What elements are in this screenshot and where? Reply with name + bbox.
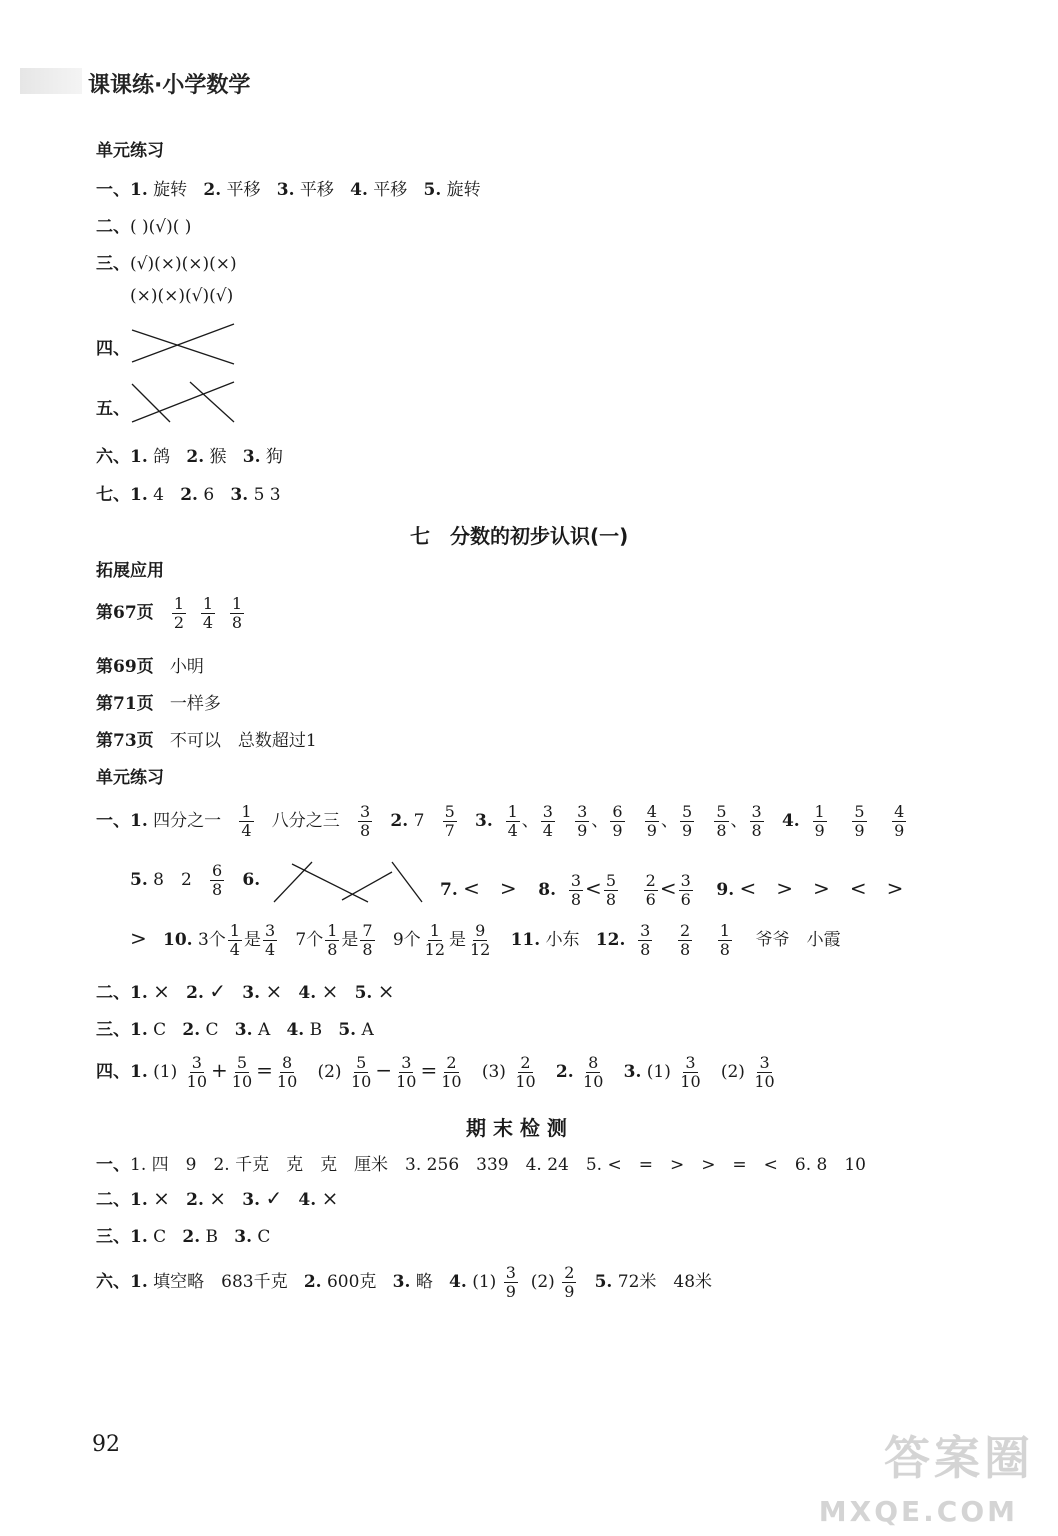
fraction: $\frac{3}{10}$: [680, 1053, 701, 1091]
fraction: $\frac{3}{4}$: [542, 802, 553, 840]
answer-row-2: 二、( )(√)( ): [96, 217, 192, 237]
answer-row-7: 七、1. 4 2. 6 3. 5 3: [96, 485, 281, 505]
matching-lines-5: [130, 378, 240, 426]
fraction: $\frac{8}{10}$: [276, 1053, 298, 1091]
ch7-answer-row-3: 三、1. C 2. C 3. A 4. B 5. A: [96, 1020, 374, 1040]
page-67-answer: 第67页 $\frac{1}{2}$ $\frac{1}{4}$ $\frac{1}{8}$: [96, 594, 243, 632]
final-answer-row-1: 一、1. 四 9 2. 千克 克 克 厘米 3. 256 339 4. 24 5. < = > > = < 6. 8 10: [96, 1155, 866, 1175]
fraction: $\frac{2}{10}$: [441, 1053, 462, 1091]
fraction: $\frac{3}{10}$: [754, 1053, 775, 1091]
fraction: $\frac{4}{9}$: [646, 802, 657, 840]
ch7-answer-row-1-line-3: > 10. 3个 $\frac{1}{4}$ 是 $\frac{3}{4}$ 7个 $\frac{1}{8}$ 是 $\frac{7}{8}$ 9个 $\frac{1}{12}$ 是 $\frac{9}{12}$ 11. 小东 12. $\frac{3}{8}$ $\frac{2}{8}$ $\frac{1}{8}$ 爷爷 小霞: [130, 921, 841, 959]
fraction: $\frac{3}{9}$: [577, 802, 588, 840]
fraction: $\frac{5}{9}$: [854, 802, 865, 840]
fraction: $\frac{4}{9}$: [894, 802, 905, 840]
section-heading-unit-practice-2: 单元练习: [96, 768, 164, 788]
answer-row-4-label: 四、: [96, 339, 130, 359]
fraction: $\frac{3}{8}$: [570, 871, 582, 909]
final-answer-row-3: 三、1. C 2. B 3. C: [96, 1227, 271, 1247]
fraction: $\frac{5}{9}$: [681, 802, 693, 840]
final-answer-row-2: 二、1. × 2. × 3. ✓ 4. ×: [96, 1186, 339, 1210]
fraction: $\frac{1}{2}$: [173, 594, 185, 632]
fraction: $\frac{1}{4}$: [241, 802, 252, 840]
matching-lines-4: [130, 320, 240, 368]
fraction: $\frac{1}{4}$: [202, 594, 214, 632]
answer-row-3-second: (×)(×)(√)(√): [130, 286, 234, 306]
fraction: $\frac{1}{4}$: [229, 921, 240, 959]
fraction: $\frac{5}{7}$: [444, 802, 455, 840]
ch7-answer-row-4: 四、1. (1) $\frac{3}{10}$ + $\frac{5}{10}$ = $\frac{8}{10}$ (2) $\frac{5}{10}$ − $\frac{3}{10}$ = $\frac{2}{10}$ (3) $\frac{2}{10}$ 2. $\frac{8}{10}$ 3. (1) $\frac{3}{10}$ (2) $\frac{3}{10}$: [96, 1053, 775, 1091]
answer-row-1: 一、1. 旋转 2. 平移 3. 平移 4. 平移 5. 旋转: [96, 180, 481, 200]
fraction: $\frac{1}{8}$: [719, 921, 730, 959]
fraction: $\frac{3}{6}$: [680, 871, 691, 909]
fraction: $\frac{5}{8}$: [605, 871, 616, 909]
fraction: $\frac{8}{10}$: [583, 1053, 604, 1091]
section-heading-unit-practice: 单元练习: [96, 141, 164, 161]
fraction: $\frac{1}{12}$: [424, 921, 445, 959]
book-title: 课课练·小学数学: [88, 73, 251, 98]
page-69-answer: 第69页 小明: [96, 657, 204, 677]
fraction: $\frac{7}{8}$: [362, 921, 373, 959]
fraction: $\frac{3}{8}$: [751, 802, 762, 840]
page-number: 92: [92, 1432, 120, 1457]
ch7-answer-row-1-line-1: 一、1. 四分之一 $\frac{1}{4}$ 八分之三 $\frac{3}{8}$ 2. 7 $\frac{5}{7}$ 3. $\frac{1}{4}$ 、 $\frac{3}{4}$ $\frac{3}{9}$ 、 $\frac{6}{9}$ $\frac{4}{9}$ 、 $\frac{5}{9}$ $\frac{5}{8}$ 、 $\frac{3}{8}$ 4. $\frac{1}{9}$ $\frac{5}{9}$ $\frac{4}{9}$: [96, 802, 905, 840]
fraction: $\frac{3}{8}$: [640, 921, 651, 959]
page-73-answer: 第73页 不可以 总数超过1: [96, 731, 317, 751]
fraction: $\frac{2}{9}$: [564, 1263, 575, 1301]
final-answer-row-6: 六、1. 填空略 683千克 2. 600克 3. 略 4. (1) $\frac{3}{9}$ (2) $\frac{2}{9}$ 5. 72米 48米: [96, 1263, 713, 1301]
fraction: $\frac{3}{9}$: [505, 1263, 516, 1301]
fraction: $\frac{3}{10}$: [186, 1053, 208, 1091]
ch7-answer-row-2: 二、1. × 2. ✓ 3. × 4. × 5. ×: [96, 979, 395, 1003]
answer-row-3: 三、(√)(×)(×)(×): [96, 254, 237, 274]
fraction: $\frac{2}{10}$: [515, 1053, 536, 1091]
final-test-title: 期 末 检 测: [466, 1116, 567, 1140]
page-71-answer: 第71页 一样多: [96, 694, 221, 714]
fraction: $\frac{3}{4}$: [264, 921, 276, 959]
answer-row-6: 六、1. 鸽 2. 猴 3. 狗: [96, 447, 283, 467]
watermark-logo: 答案圈: [884, 1431, 1034, 1485]
fraction: $\frac{6}{9}$: [612, 802, 623, 840]
fraction: $\frac{6}{8}$: [212, 861, 223, 899]
fraction: $\frac{2}{8}$: [679, 921, 691, 959]
fraction: $\frac{1}{4}$: [507, 802, 518, 840]
ch7-answer-row-1-line-2b: 7. < > 8. $\frac{3}{8}$ < $\frac{5}{8}$ $\frac{2}{6}$ < $\frac{3}{6}$ 9. < > > < >: [440, 871, 904, 909]
fraction: $\frac{5}{10}$: [350, 1053, 372, 1091]
fraction: $\frac{2}{6}$: [645, 871, 656, 909]
section-heading-extension: 拓展应用: [96, 561, 164, 581]
chapter-title: 七 分数的初步认识(一): [410, 524, 629, 548]
fraction: $\frac{9}{12}$: [470, 921, 491, 959]
ch7-answer-row-1-line-2: 5. 8 2 $\frac{6}{8}$ 6.: [130, 861, 261, 899]
watermark-url: MXQE.COM: [818, 1495, 1018, 1528]
fraction: $\frac{1}{8}$: [231, 594, 243, 632]
fraction: $\frac{1}{8}$: [327, 921, 338, 959]
fraction: $\frac{5}{10}$: [231, 1053, 253, 1091]
fraction: $\frac{3}{10}$: [396, 1053, 417, 1091]
fraction: $\frac{5}{8}$: [716, 802, 727, 840]
matching-lines-ch7-6: [272, 858, 428, 906]
fraction: $\frac{3}{8}$: [360, 802, 371, 840]
header-logo-mark: [20, 68, 82, 94]
fraction: $\frac{1}{9}$: [814, 802, 825, 840]
answer-row-5-label: 五、: [96, 399, 130, 419]
